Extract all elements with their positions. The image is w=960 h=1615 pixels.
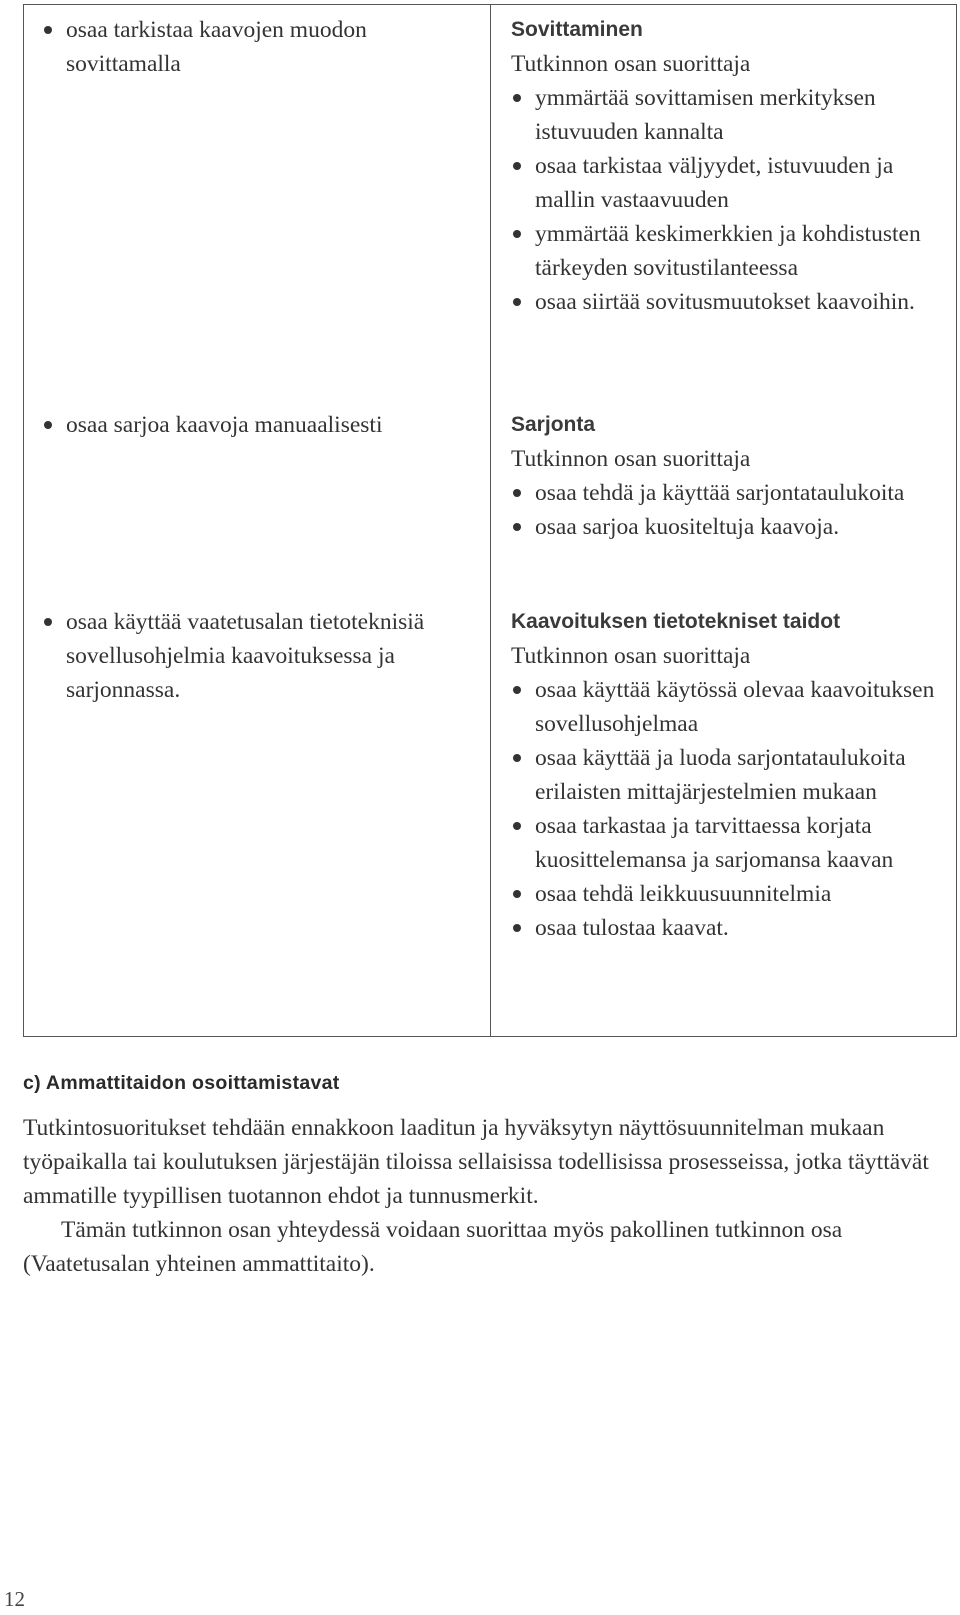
page-number: 12 (4, 1587, 25, 1611)
section-list (511, 673, 951, 945)
list-item: ymmärtää sovittamisen merkityksen istuvuuden kannalta (511, 81, 951, 149)
list-item: osaa sarjoa kaavoja manuaalisesti (42, 408, 452, 442)
list-item: osaa käyttää käytössä olevaa kaavoituksen sovellusohjelmaa (511, 673, 951, 741)
list-item: osaa tarkistaa väljyydet, istuvuuden ja mallin vastaavuuden (511, 149, 951, 217)
section-sovittaminen (490, 13, 951, 319)
criteria-table (23, 4, 957, 1037)
section-subtitle: Tutkinnon osan suorittaja (511, 51, 751, 77)
list-item: osaa tulostaa kaavat. (511, 911, 951, 945)
section-c-paragraph-2: Tämän tutkinnon osan yhteydessä voidaan suorittaa myös pakollinen tutkinnon osa (Vaatetusalan yhteinen ammattitaito). (23, 1217, 843, 1277)
list-item: osaa siirtää sovitusmuutokset kaavoihin. (511, 285, 951, 319)
section-list (511, 476, 951, 544)
list-item: osaa käyttää ja luoda sarjontataulukoita erilaisten mittajärjestelmien mukaan (511, 741, 951, 809)
list-item: ymmärtää keskimerkkien ja kohdistusten tärkeyden sovitustilanteessa (511, 217, 951, 285)
list-item: osaa tehdä ja käyttää sarjontataulukoita (511, 476, 951, 510)
left-criterion-2 (42, 408, 452, 442)
list-item: osaa tarkistaa kaavojen muodon sovittamalla (42, 13, 452, 81)
section-subtitle: Tutkinnon osan suorittaja (511, 446, 751, 472)
section-c-paragraph-1: Tutkintosuoritukset tehdään ennakkoon laaditun ja hyväksytyn näyttösuunnitelman mukaan työpaikalla tai koulutuksen järjestäjän tiloissa sellaisissa todellisissa prosesseissa, jotka täyttävät ammatille tyypillisen tuotannon ehdot ja tunnusmerkit. (23, 1115, 929, 1209)
section-title: Sovittaminen (511, 18, 643, 41)
section-c-heading: c) Ammattitaidon osoittamistavat (23, 1072, 340, 1094)
section-title: Kaavoituksen tietotekniset taidot (511, 610, 841, 633)
section-sarjonta (490, 408, 951, 544)
section-kaavoitus (490, 605, 951, 945)
list-item: osaa käyttää vaatetusalan tietoteknisiä sovellusohjelmia kaavoituksessa ja sarjonnassa. (42, 605, 452, 707)
section-list (511, 81, 951, 319)
list-item: osaa tehdä leikkuusuunnitelmia (511, 877, 951, 911)
section-title: Sarjonta (511, 413, 596, 436)
list-item: osaa tarkastaa ja tarvittaessa korjata kuosittelemansa ja sarjomansa kaavan (511, 809, 951, 877)
left-criterion-1 (42, 13, 452, 81)
left-criterion-3 (42, 605, 452, 707)
list-item: osaa sarjoa kuositeltuja kaavoja. (511, 510, 951, 544)
section-subtitle: Tutkinnon osan suorittaja (511, 643, 751, 669)
